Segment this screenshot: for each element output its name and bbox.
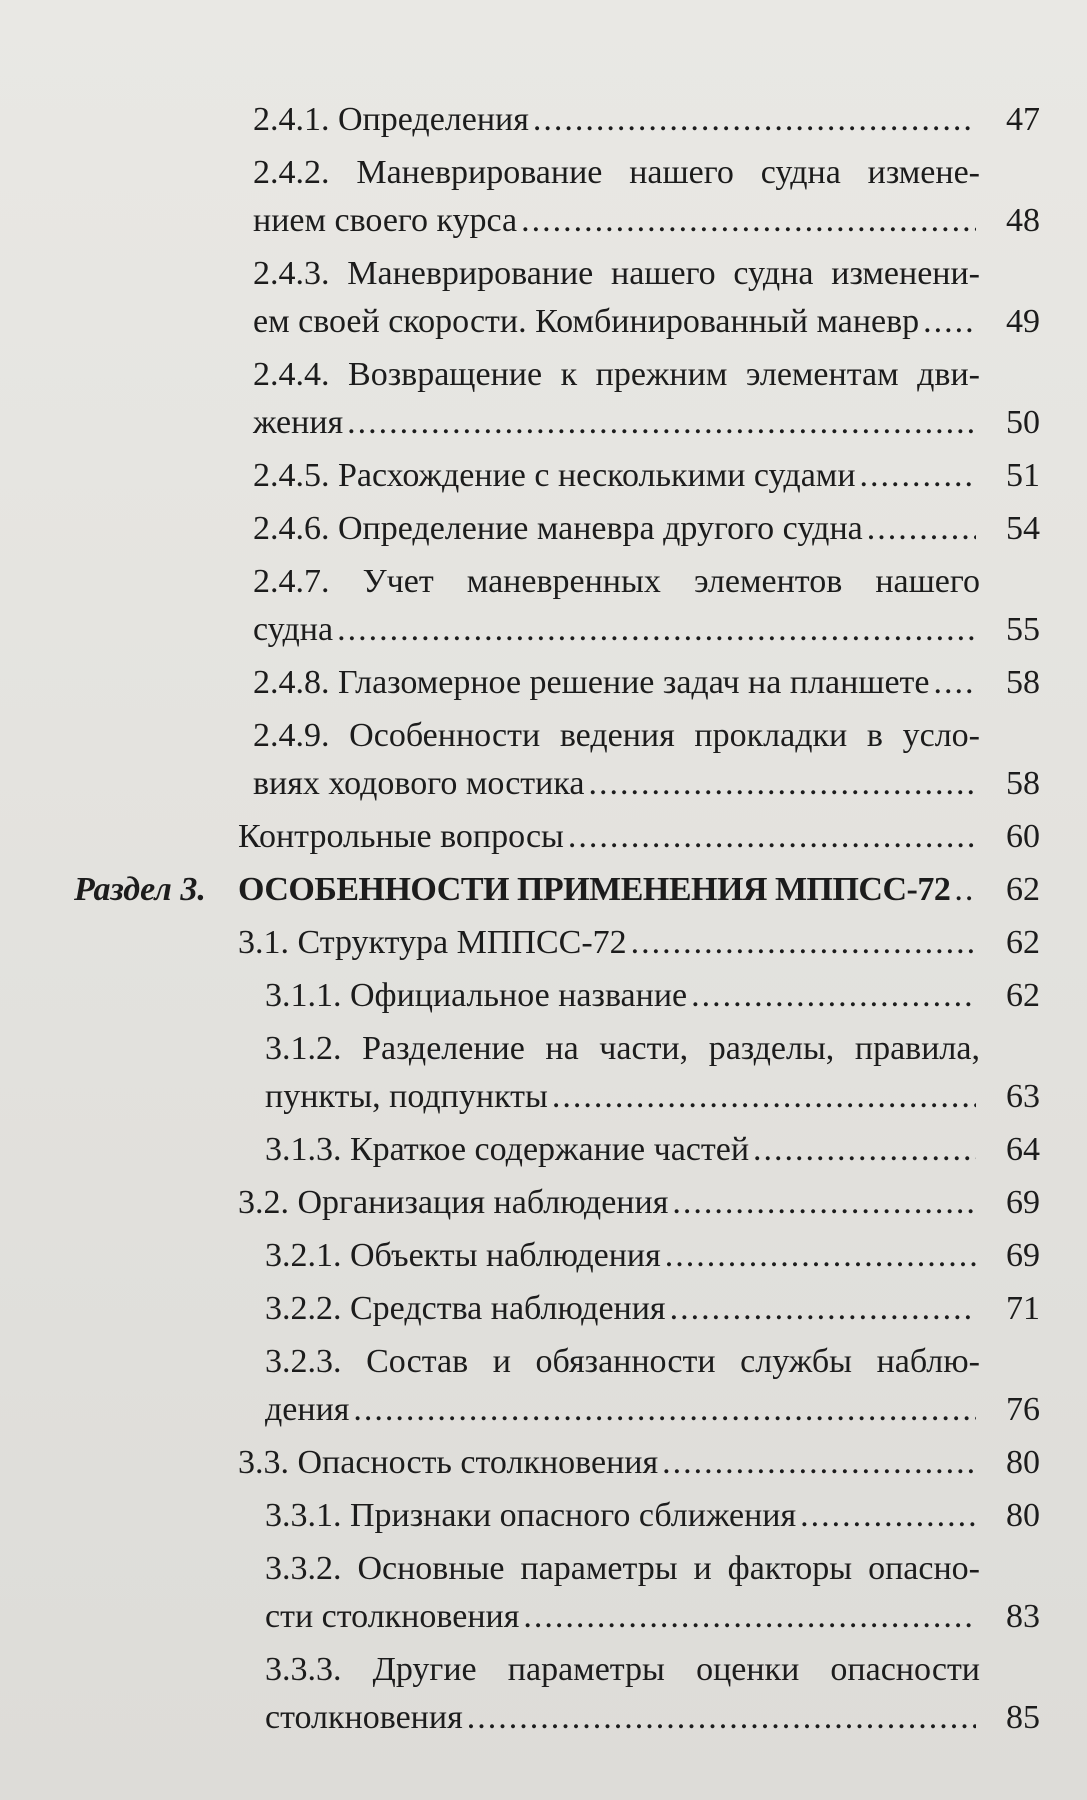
page-number: 51	[1006, 457, 1040, 494]
dot-leader	[568, 813, 976, 861]
toc-entry-line: 2.4.7. Учет маневренных элементов нашего	[253, 563, 980, 600]
toc-entry-title: 2.4.5. Расхождение с несколькими судами	[253, 457, 856, 494]
page-number: 58	[1006, 664, 1040, 701]
toc-entry-title: жения	[253, 404, 344, 441]
toc-entry-line: 3.3.2. Основные параметры и факторы опасно-	[265, 1550, 980, 1587]
toc-entry-title: дения	[265, 1391, 350, 1428]
dot-leader	[923, 298, 976, 346]
dot-leader	[670, 1285, 976, 1333]
toc-entry-line: 3.2.3. Состав и обязанности службы наблю-	[265, 1343, 980, 1380]
dot-leader	[631, 919, 976, 967]
dot-leader	[523, 1593, 976, 1641]
page-number: 49	[1006, 303, 1040, 340]
toc-entry-title: виях ходового мостика	[253, 765, 585, 802]
page-number: 60	[1006, 818, 1040, 855]
page-number: 64	[1006, 1131, 1040, 1168]
toc-entry-title: 3.1.3. Краткое содержание частей	[265, 1131, 750, 1168]
page-number: 62	[1006, 924, 1040, 961]
toc-entry-title: нием своего курса	[253, 202, 518, 239]
toc-entry	[0, 1338, 1087, 1434]
page-number: 58	[1006, 765, 1040, 802]
toc-entry-title: сти столкновения	[265, 1598, 520, 1635]
page-number: 83	[1006, 1598, 1040, 1635]
toc-entry-line: 3.1.2. Разделение на части, разделы, правила,	[265, 1030, 980, 1067]
toc-entry	[0, 558, 1087, 654]
toc-entry	[0, 452, 1087, 500]
dot-leader	[521, 197, 976, 245]
page-number: 85	[1006, 1699, 1040, 1736]
toc-entry	[0, 972, 1087, 1020]
dot-leader	[588, 760, 976, 808]
page-number: 48	[1006, 202, 1040, 239]
toc-entry-title: ем своей скорости. Комбинированный маневр	[253, 303, 920, 340]
page-number: 80	[1006, 1444, 1040, 1481]
dot-leader	[662, 1439, 976, 1487]
toc-entry-title: 3.3. Опасность столкновения	[238, 1444, 659, 1481]
toc-entry	[0, 1492, 1087, 1540]
dot-leader	[867, 505, 976, 553]
table-of-contents	[0, 96, 1087, 1747]
toc-entry	[0, 813, 1087, 861]
page-number: 55	[1006, 611, 1040, 648]
dot-leader	[552, 1073, 976, 1121]
toc-entry	[0, 1545, 1087, 1641]
toc-entry-title: 3.2.2. Средства наблюдения	[265, 1290, 666, 1327]
page-number: 50	[1006, 404, 1040, 441]
toc-entry	[0, 1646, 1087, 1742]
toc-entry	[0, 1285, 1087, 1333]
toc-entry-title: 2.4.8. Глазомерное решение задач на планшете	[253, 664, 930, 701]
toc-entry-title: 3.2. Организация наблюдения	[238, 1184, 669, 1221]
page-number: 47	[1006, 101, 1040, 138]
dot-leader	[954, 866, 976, 914]
dot-leader	[860, 452, 976, 500]
dot-leader	[347, 399, 976, 447]
toc-entry	[0, 1025, 1087, 1121]
toc-entry	[0, 1232, 1087, 1280]
toc-entry-line: 2.4.4. Возвращение к прежним элементам дви-	[253, 356, 980, 393]
dot-leader	[691, 972, 976, 1020]
toc-entry-title: 3.2.1. Объекты наблюдения	[265, 1237, 661, 1274]
toc-entry-line: 2.4.3. Маневрирование нашего судна изменени-	[253, 255, 980, 292]
toc-entry-title: 3.3.1. Признаки опасного сближения	[265, 1497, 797, 1534]
toc-entry-title: 2.4.6. Определение маневра другого судна	[253, 510, 863, 547]
toc-entry-line: 3.3.3. Другие параметры оценки опасности	[265, 1651, 980, 1688]
toc-entry	[0, 96, 1087, 144]
toc-entry	[0, 149, 1087, 245]
dot-leader	[665, 1232, 976, 1280]
toc-entry	[0, 1179, 1087, 1227]
toc-entry-title: 3.1.1. Официальное название	[265, 977, 688, 1014]
page-number: 62	[1006, 977, 1040, 1014]
toc-entry	[0, 351, 1087, 447]
toc-entry-title: 2.4.1. Определения	[253, 101, 529, 138]
toc-entry	[0, 659, 1087, 707]
toc-entry	[0, 505, 1087, 553]
toc-entry	[0, 712, 1087, 808]
toc-entry-title: 3.1. Структура МППСС-72	[238, 924, 627, 961]
dot-leader	[800, 1492, 976, 1540]
page-number: 54	[1006, 510, 1040, 547]
section-title: ОСОБЕННОСТИ ПРИМЕНЕНИЯ МППСС-72	[238, 871, 951, 908]
toc-entry-line: 2.4.9. Особенности ведения прокладки в усло-	[253, 717, 980, 754]
toc-entry	[0, 919, 1087, 967]
dot-leader	[337, 606, 976, 654]
page-number: 69	[1006, 1237, 1040, 1274]
toc-entry	[0, 1439, 1087, 1487]
page-number: 62	[1006, 871, 1040, 908]
page-number: 76	[1006, 1391, 1040, 1428]
dot-leader	[533, 96, 976, 144]
page-number: 63	[1006, 1078, 1040, 1115]
toc-entry-title: столкновения	[265, 1699, 463, 1736]
page-number: 71	[1006, 1290, 1040, 1327]
dot-leader	[467, 1694, 976, 1742]
toc-entry-title: Контрольные вопросы	[238, 818, 564, 855]
dot-leader	[753, 1126, 976, 1174]
toc-entry-title: судна	[253, 611, 334, 648]
toc-entry-title: пункты, подпункты	[265, 1078, 548, 1115]
toc-entry	[0, 250, 1087, 346]
dot-leader	[672, 1179, 976, 1227]
page-number: 69	[1006, 1184, 1040, 1221]
dot-leader	[353, 1386, 976, 1434]
toc-section-entry	[0, 866, 1087, 914]
section-label: Раздел 3.	[74, 871, 206, 908]
toc-entry	[0, 1126, 1087, 1174]
toc-entry-line: 2.4.2. Маневрирование нашего судна измене-	[253, 154, 980, 191]
dot-leader	[934, 659, 977, 707]
page-number: 80	[1006, 1497, 1040, 1534]
